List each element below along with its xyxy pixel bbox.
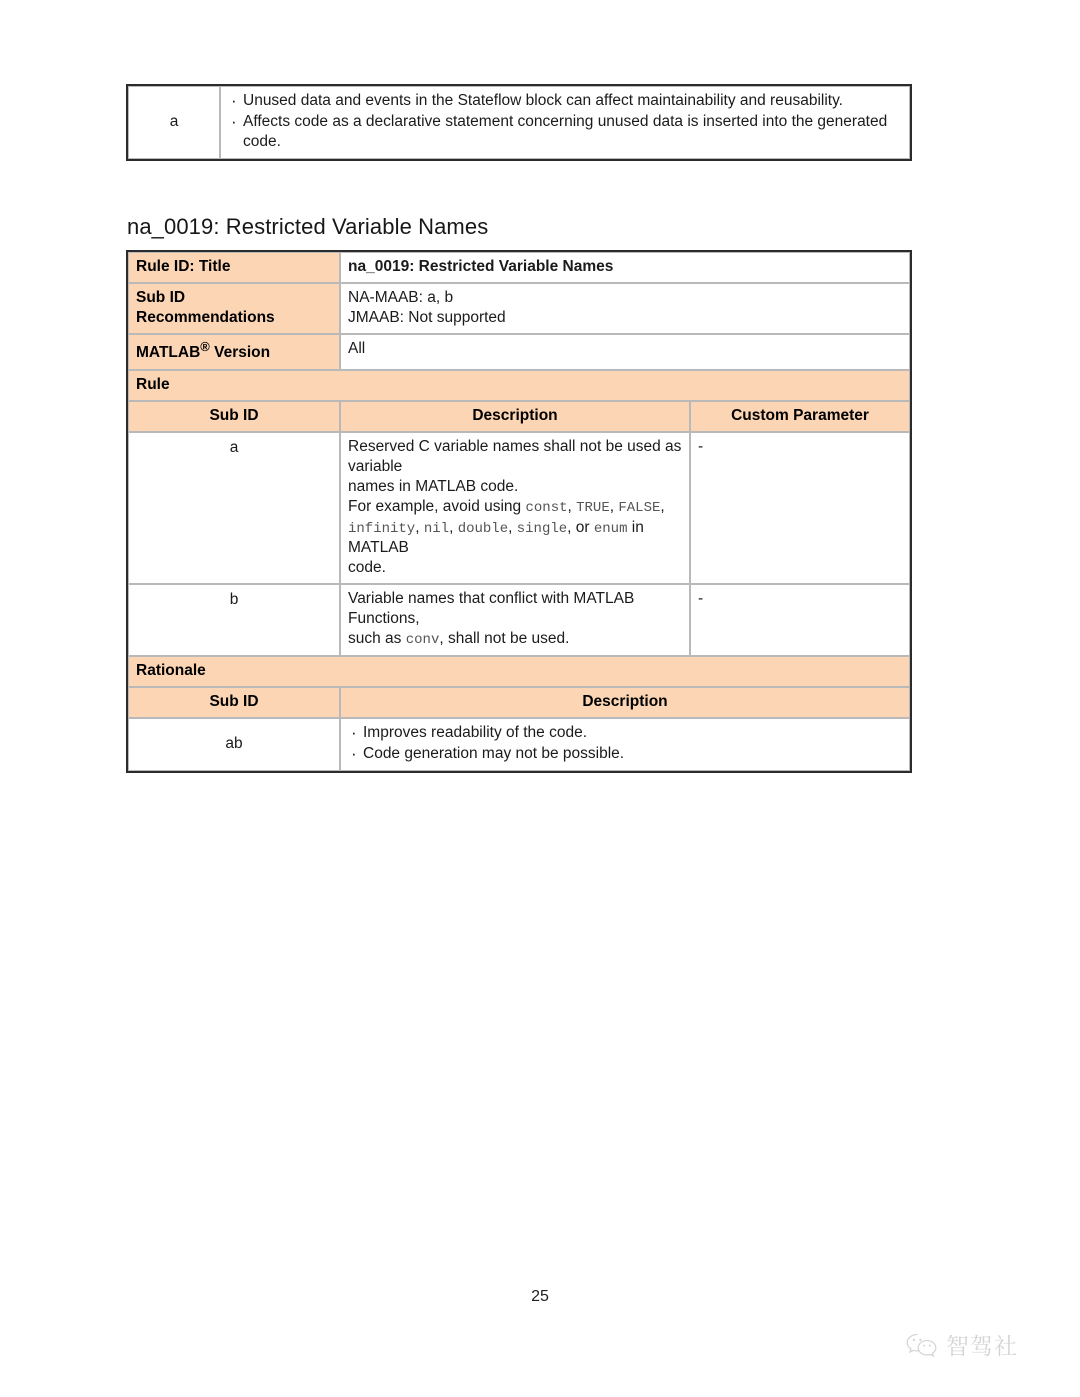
cont-row-description [220,86,910,159]
rule-row-a-sub-id: a [128,432,340,584]
table-row [128,718,910,771]
code-token-single: single [516,520,568,537]
code-token-true: TRUE [576,500,610,517]
code-token-nil: nil [423,520,450,537]
sub-id-recommendations-value [340,283,910,334]
table-row [128,86,910,159]
rule-b-line-1: Variable names that conflict with MATLAB Functions, [348,590,635,628]
list-item: · Code generation may not be possible. [348,744,902,764]
rule-b-line-2-prefix: such as [348,630,406,648]
rule-a-line-4: infinity, nil, double, single, or enum in MATLAB [348,518,644,556]
rule-id-title-label: Rule ID: Title [128,252,340,283]
rationale-row-sub-id: ab [128,718,340,771]
rule-section-label: Rule [128,370,910,401]
page-number: 25 [531,1288,549,1305]
table-row-rationale-columns [128,687,910,718]
rule-row-b-custom-parameter: - [690,584,910,655]
rationale-column-header-description: Description [340,687,910,718]
rule-row-a-description [340,432,690,584]
watermark [905,1328,1018,1361]
watermark-text: 智驾社 [946,1334,1018,1360]
rule-b-line-2-suffix: , shall not be used. [439,630,570,648]
list-item: · Affects code as a declarative statement concerning unused data is inserted into the generated code. [228,112,902,152]
page-title: na_0019: Restricted Variable Names [127,214,489,239]
matlab-version-label [128,334,340,369]
rule-a-line-4-mid: or [571,518,594,536]
code-token-false: FALSE [618,500,661,517]
rule-row-b-sub-id: b [128,584,340,655]
code-token-enum: enum [593,520,628,537]
column-header-sub-id: Sub ID [128,401,340,432]
rule-a-line-3: For example, avoid using const, TRUE, FALSE, [348,498,665,517]
rule-a-line-1: Reserved C variable names shall not be used as variable [348,438,682,476]
cont-row-sub-id: a [128,86,220,159]
rule-b-line-2 [348,629,682,649]
list-item: · Improves readability of the code. [348,723,902,743]
sub-id-recommendations-label-line2: Recommendations [136,309,275,327]
registered-trademark-icon: ® [200,339,210,355]
rule-row-a-custom-parameter: - [690,432,910,584]
rule-a-line-4-suffix: in MATLAB [348,518,644,556]
table-row-rule-columns [128,401,910,432]
code-token-infinity: infinity [348,520,416,537]
code-token-conv: conv [405,632,440,649]
rationale-column-header-sub-id: Sub ID [128,687,340,718]
recommendation-jmaab: JMAAB: Not supported [348,309,506,327]
rule-id-title-value: na_0019: Restricted Variable Names [340,252,910,283]
bullet-list [228,91,902,152]
sub-id-recommendations-label [128,283,340,334]
column-header-description: Description [340,401,690,432]
matlab-version-label-text: MATLAB [136,344,201,362]
bullet-list [348,723,902,764]
table-row-rule-id [128,252,910,283]
rule-row-b-description [340,584,690,655]
table-row-rationale-section [128,656,910,687]
rule-a-line-5: code. [348,558,386,576]
list-item: · Unused data and events in the Stateflow block can affect maintainability and reusability. [228,91,902,111]
matlab-version-label-suffix: Version [209,344,271,362]
rule-a-line-3-prefix: For example, avoid using [348,498,526,516]
table-row-sub-id-recommendations [128,283,910,334]
matlab-version-value: All [340,334,910,369]
table-row-matlab-version [128,334,910,369]
code-token-const: const [525,500,568,517]
column-header-custom-parameter: Custom Parameter [690,401,910,432]
continued-rationale-table [126,84,912,161]
rationale-section-label: Rationale [128,656,910,687]
table-row [128,584,910,655]
code-token-double: double [457,520,509,537]
rule-definition-table [126,250,912,773]
rationale-row-description [340,718,910,771]
recommendation-na-maab: NA-MAAB: a, b [348,289,454,307]
sub-id-recommendations-label-line1: Sub ID [136,289,186,307]
table-row [128,432,910,584]
rule-a-line-2: names in MATLAB code. [348,478,519,496]
wechat-icon [905,1332,939,1358]
table-row-rule-section [128,370,910,401]
